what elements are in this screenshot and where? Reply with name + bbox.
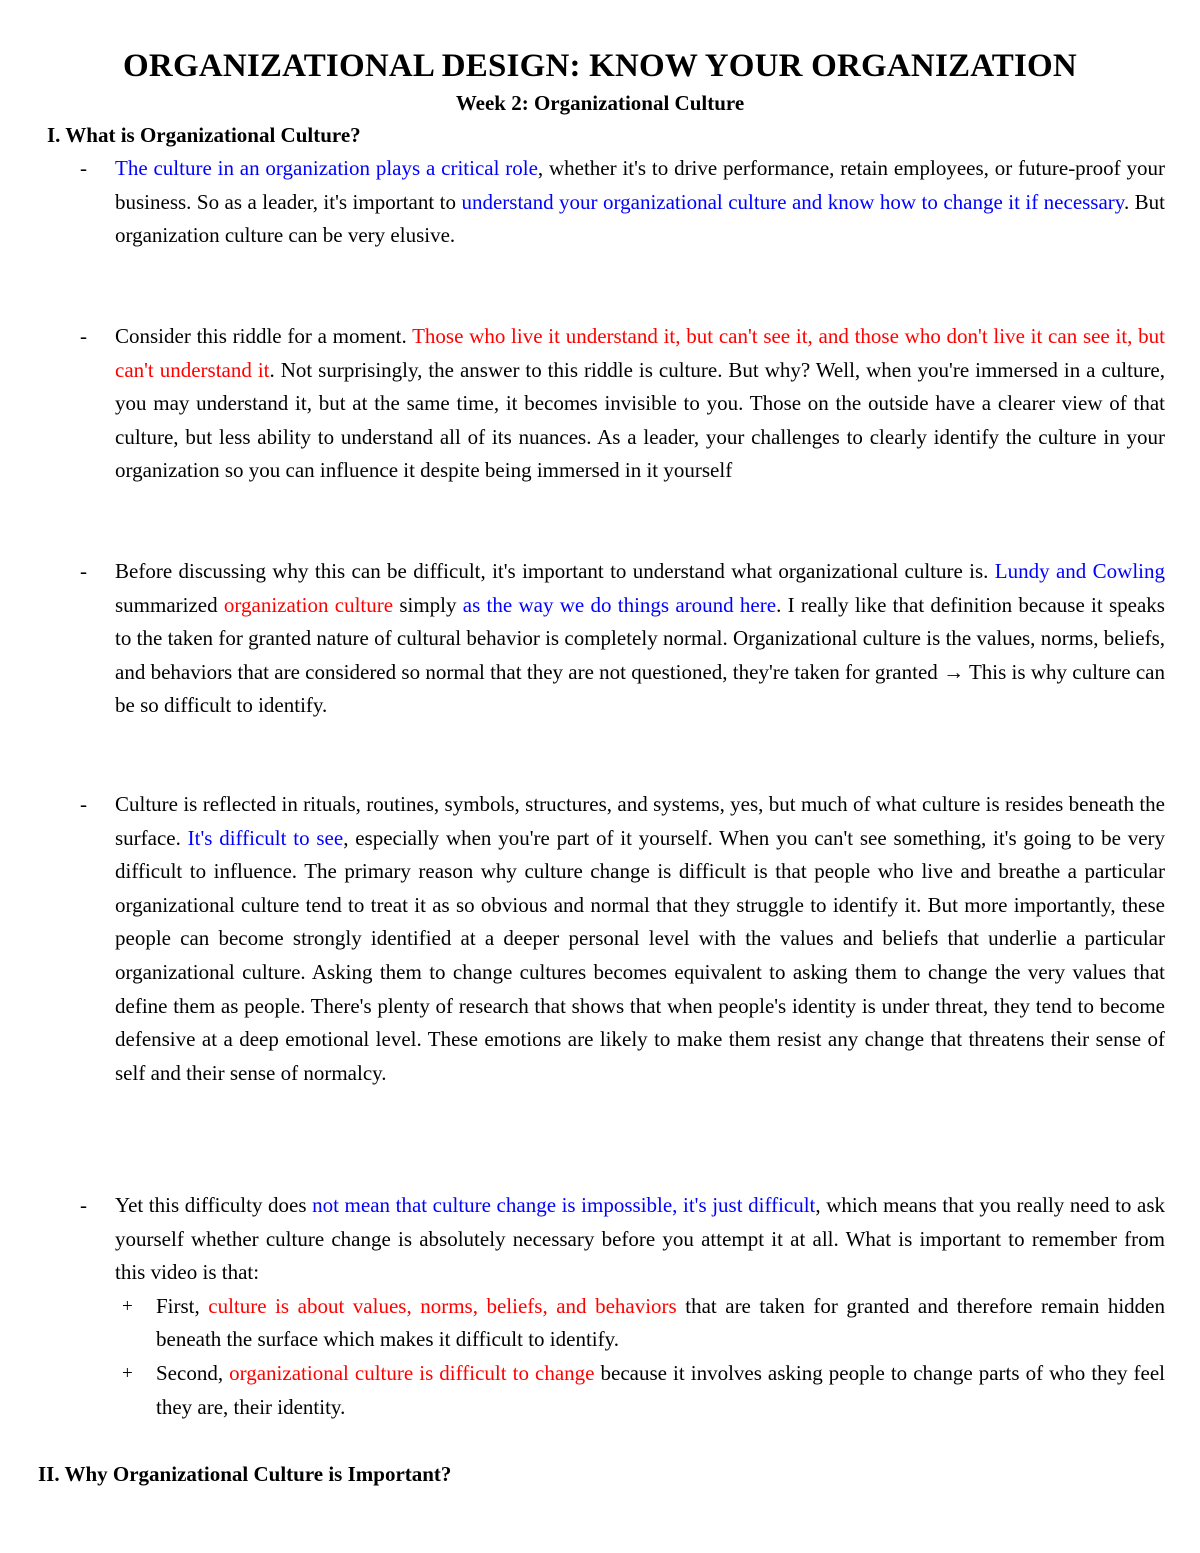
sub-bullet: [122, 1357, 1166, 1424]
highlight-blue: It's difficult to see: [187, 825, 344, 850]
bullet-paragraph: [80, 152, 1165, 253]
paragraph-text: Yet this difficulty does: [115, 1193, 313, 1217]
paragraph-text: First,: [156, 1293, 209, 1318]
paragraph-text: , especially when you're part of it yourself. When you can't see something, it's going to be very difficult to influence. The primary reason why culture change is difficult is that people who live and breathe a particular organizational culture tend to treat it as so obvious and normal that they struggle to identify it. But more importantly, these people can become strongly identified at a deeper personal level with the values and beliefs that underlie a particular organizational culture. Asking them to change cultures becomes equivalent to asking them to change the very values that define them as people. There's plenty of research that shows that when people's identity is under threat, they tend to become defensive at a deep emotional level. These emotions are likely to make them resist any change that threatens their sense of self and their sense of normalcy.: [115, 825, 1166, 1085]
highlight-blue: Lundy and Cowling: [994, 559, 1165, 583]
bullet-paragraph: [80, 555, 1165, 723]
paragraph-text: summarized: [115, 592, 224, 617]
highlight-blue: as the way we do things around here: [462, 592, 777, 617]
bullet-dash: -: [80, 156, 87, 180]
bullet-dash: -: [80, 324, 87, 348]
paragraph-text: Second,: [156, 1360, 230, 1385]
document-title: ORGANIZATIONAL DESIGN: KNOW YOUR ORGANIZATION: [123, 48, 1077, 84]
highlight-blue: understand your organizational culture and know how to change it if necessary: [461, 189, 1124, 214]
paragraph-text: . Not surprisingly, the answer to this riddle is culture. But why? Well, when you're immersed in a culture, you may understand it, but at the same time, it becomes invisible to you. Those on the outside have a clearer view of that culture, but less ability to understand all of its nuances. As a leader, your challenges to clearly identify the culture in your organization so you can influence it despite being immersed in it yourself: [115, 357, 1166, 483]
highlight-red: Those who live it understand it, but can't see it, and those who don't live it can see it, but can't understand it: [115, 324, 1165, 382]
paragraph-text: . But organization culture can be very elusive.: [115, 189, 1165, 248]
section-heading-why-important: II. Why Organizational Culture is Important?: [38, 1462, 452, 1486]
bullet-paragraph: [80, 320, 1166, 488]
highlight-blue: not mean that culture change is impossible, it's just difficult: [312, 1193, 816, 1217]
highlight-blue: The culture in an organization plays a critical role: [115, 156, 538, 180]
bullet-dash: -: [80, 792, 87, 816]
plus-bullet-icon: +: [122, 1295, 133, 1317]
bullet-dash: -: [80, 1193, 87, 1217]
document-subtitle: Week 2: Organizational Culture: [455, 91, 745, 115]
arrow-icon: →: [943, 659, 965, 684]
paragraph-text: , whether it's to drive performance, retain employees, or future-proof your business. So as a leader, it's important to: [115, 156, 1165, 214]
plus-bullet-icon: +: [122, 1362, 133, 1384]
bullet-paragraph: [80, 1189, 1166, 1424]
paragraph-text: , which means that you really need to ask yourself whether culture change is absolutely necessary before you attempt it at all. What is important to remember from this video is that:: [115, 1193, 1166, 1285]
bullet-paragraph: [80, 788, 1166, 1090]
paragraph-text: simply: [393, 592, 463, 617]
section-heading-what-is-culture: I. What is Organizational Culture?: [47, 123, 361, 147]
paragraph-text: Before discussing why this can be difficult, it's important to understand what organizational culture is.: [115, 559, 995, 583]
paragraph-text: Culture is reflected in rituals, routines, symbols, structures, and systems, yes, but much of what culture is resides beneath the surface.: [115, 792, 1165, 850]
highlight-red: culture is about values, norms, beliefs, and behaviors: [208, 1293, 677, 1318]
paragraph-text: that are taken for granted and therefore remain hidden beneath the surface which makes it difficult to identify.: [156, 1293, 1165, 1352]
paragraph-text: Consider this riddle for a moment.: [115, 324, 413, 348]
highlight-red: organization culture: [223, 592, 394, 617]
highlight-red: organizational culture is difficult to change: [229, 1360, 595, 1385]
paragraph-text: This is why culture can be so difficult to identify.: [115, 659, 1165, 718]
sub-bullet: [122, 1290, 1165, 1357]
bullet-dash: -: [80, 559, 87, 583]
paragraph-text: . I really like that definition because it speaks to the taken for granted nature of cultural behavior is completely normal. Organizational culture is the values, norms, beliefs, and behaviors that are considered so normal that they are not questioned, they're taken for granted: [115, 592, 1165, 684]
paragraph-text: because it involves asking people to change parts of who they feel they are, their identity.: [156, 1360, 1166, 1419]
